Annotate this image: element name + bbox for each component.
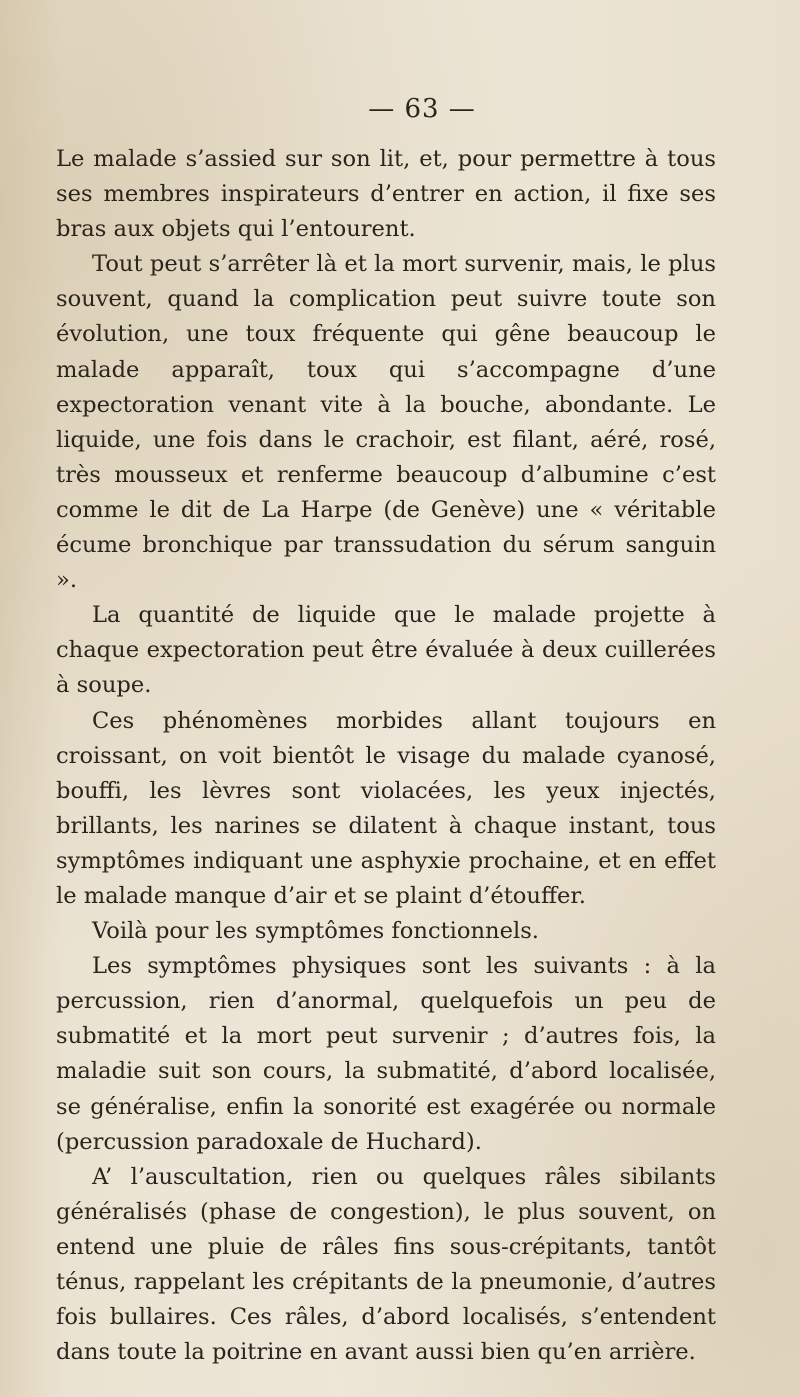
paragraph: La quantité de liquide que le malade projette à chaque expectoration peut être évaluée à deux cuillerées à soupe. [56, 602, 716, 699]
page-number: — 63 — [368, 94, 476, 124]
paragraph: Le malade s’assied sur son lit, et, pour permettre à tous ses membres inspirateurs d’entrer en action, il fixe ses bras aux objets qui l’entourent. [56, 146, 716, 243]
paragraph: Tout peut s’arrêter là et la mort survenir, mais, le plus souvent, quand la complication peut suivre toute son évolution, une toux fréquente qui gêne beaucoup le malade apparaît, toux qui s’accompagne d’une expectoration venant vite à la bouche, abondante. Le liquide, une fois dans le crachoir, est filant, aéré, rosé, très mousseux et renferme beaucoup d’albumine c’est comme le dit de La Harpe (de Genève) une « véritable écume bronchique par transsudation du sérum sanguin ». [56, 251, 716, 594]
paragraph: A’ l’auscultation, rien ou quelques râles sibilants généralisés (phase de congestion), le plus souvent, on entend une pluie de râles fins sous-crépitants, tantôt ténus, rappelant les crépitants de la pneumonie, d’autres fois bullaires. Ces râles, d’abord localisés, s’entendent dans toute la poitrine en avant aussi bien qu’en arrière. [56, 1163, 716, 1366]
paragraph: Voilà pour les symptômes fonctionnels. [92, 918, 539, 945]
paragraph: Les symptômes physiques sont les suivants : à la percussion, rien d’anormal, quelquefois un peu de submatité et la mort peut survenir ; d’autres fois, la maladie suit son cours, la submatité, d’abord localisée, se généralise, enfin la sonorité est exagérée ou normale (percussion paradoxale de Huchard). [56, 953, 716, 1155]
paragraph: Ces phénomènes morbides allant toujours en croissant, on voit bientôt le visage du malade cyanosé, bouffi, les lèvres sont violacées, les yeux injectés, brillants, les narines se dilatent à chaque instant, tous symptômes indiquant une asphyxie prochaine, et en effet le malade manque d’air et se plaint d’étouffer. [56, 707, 716, 909]
page-text [56, 142, 716, 1370]
